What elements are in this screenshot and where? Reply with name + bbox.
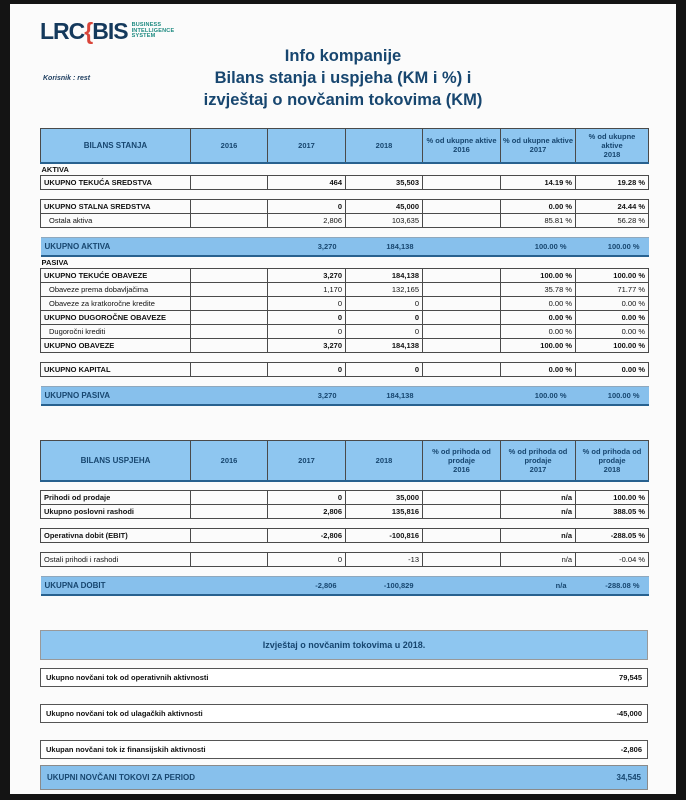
column-header-label: 2017 — [298, 455, 315, 465]
value-cell — [423, 238, 501, 256]
row-label: UKUPNA DOBIT — [41, 577, 191, 595]
value-cell: 464 — [268, 176, 346, 190]
value-cell — [191, 491, 268, 505]
row-label: Ostala aktiva — [41, 214, 191, 228]
value-cell: 0 — [268, 297, 346, 311]
spacer-cell — [41, 228, 649, 238]
value-cell: 35,503 — [346, 176, 423, 190]
column-header-cell — [346, 129, 423, 163]
row-label: Obaveze prema dobavljačima — [41, 283, 191, 297]
value-cell — [423, 176, 501, 190]
spacer-row — [41, 543, 649, 553]
value-cell: 0 — [268, 363, 346, 377]
row-label: Prihodi od prodaje — [41, 491, 191, 505]
page-title-line: Bilans stanja i uspjeha (KM i %) i — [214, 69, 472, 87]
value-cell — [423, 214, 501, 228]
section-label: AKTIVA — [41, 164, 69, 174]
value-cell: 85.81 % — [501, 214, 576, 228]
column-header-label: % od ukupne aktive — [502, 136, 574, 146]
table-row — [41, 200, 649, 214]
cash-flow-row — [40, 740, 648, 759]
row-label: Ostali prihodi i rashodi — [41, 553, 191, 567]
page-title — [10, 45, 676, 111]
value-cell — [423, 529, 501, 543]
cash-flow-row — [40, 704, 648, 723]
value-cell: -100,816 — [346, 529, 423, 543]
column-header-label: 2016 — [220, 455, 238, 465]
column-header-cell — [346, 441, 423, 481]
value-cell: 100.00 % — [576, 491, 649, 505]
column-header-label: % od prihoda od prodaje — [582, 446, 642, 465]
value-cell — [191, 200, 268, 214]
value-cell: 0 — [268, 553, 346, 567]
value-cell: 35.78 % — [501, 283, 576, 297]
row-label: UKUPNO KAPITAL — [41, 363, 191, 377]
value-cell — [191, 325, 268, 339]
value-cell: 45,000 — [346, 200, 423, 214]
column-header-label: 2017 — [298, 140, 315, 150]
value-cell: 2,806 — [268, 505, 346, 519]
value-cell: 0 — [346, 325, 423, 339]
value-cell — [191, 269, 268, 283]
value-cell: 100.00 % — [576, 387, 649, 405]
row-value: -45,000 — [616, 709, 642, 718]
cash-flow-section — [40, 630, 648, 790]
row-label: Dugoročni krediti — [41, 325, 191, 339]
column-header-cell — [268, 441, 346, 481]
row-label: Operativna dobit (EBIT) — [41, 529, 191, 543]
value-cell: n/a — [501, 553, 576, 567]
table-row — [41, 269, 649, 283]
row-label: Ukupno poslovni rashodi — [41, 505, 191, 519]
value-cell: 71.77 % — [576, 283, 649, 297]
table-header-row — [41, 441, 649, 481]
table-row — [41, 297, 649, 311]
table-row — [41, 325, 649, 339]
row-label: UKUPNO TEKUĆE OBAVEZE — [41, 269, 191, 283]
logo-tagline-line: INTELLIGENCE — [131, 27, 175, 34]
column-header-year: 2016 — [453, 145, 470, 155]
value-cell: 0 — [268, 200, 346, 214]
value-cell — [423, 505, 501, 519]
row-value: 34,545 — [616, 773, 641, 782]
logo-brace: { — [84, 18, 93, 44]
value-cell — [423, 269, 501, 283]
column-header-cell — [268, 129, 346, 163]
value-cell: 100.00 % — [501, 339, 576, 353]
column-header-label: 2018 — [375, 455, 393, 465]
section-row — [41, 163, 649, 176]
value-cell — [191, 339, 268, 353]
column-header-cell — [423, 441, 501, 481]
value-cell: 184,138 — [346, 238, 423, 256]
row-label: UKUPNO TEKUĆA SREDSTVA — [41, 176, 191, 190]
row-label: Ukupno novčani tok od ulagačkih aktivnosti — [46, 709, 203, 718]
value-cell: 388.05 % — [576, 505, 649, 519]
spacer-cell — [41, 519, 649, 529]
value-cell: -288.08 % — [576, 577, 649, 595]
row-label: UKUPNO OBAVEZE — [41, 339, 191, 353]
value-cell — [423, 363, 501, 377]
value-cell: 19.28 % — [576, 176, 649, 190]
lrc-bis-logo — [40, 20, 174, 42]
column-header-year: 2016 — [453, 464, 470, 474]
logo-tagline-line: SYSTEM — [131, 33, 156, 39]
spacer-row — [41, 519, 649, 529]
column-header-label: BILANS USPJEHA — [80, 455, 151, 465]
value-cell: 184,138 — [346, 339, 423, 353]
page-title-line: Info kompanije — [284, 47, 402, 65]
value-cell: n/a — [501, 491, 576, 505]
table-row — [41, 214, 649, 228]
column-header-cell — [191, 129, 268, 163]
table-row — [41, 553, 649, 567]
value-cell: 0 — [346, 297, 423, 311]
cash-flow-row — [40, 668, 648, 687]
value-cell — [423, 553, 501, 567]
value-cell: 0.00 % — [576, 325, 649, 339]
value-cell: 0 — [346, 363, 423, 377]
value-cell: 2,806 — [268, 214, 346, 228]
row-label: UKUPNO AKTIVA — [41, 238, 191, 256]
value-cell: 0 — [268, 311, 346, 325]
value-cell — [423, 325, 501, 339]
column-header-cell — [191, 441, 268, 481]
value-cell: 0.00 % — [501, 363, 576, 377]
spacer-cell — [41, 567, 649, 577]
value-cell — [191, 387, 268, 405]
value-cell: 100.00 % — [576, 238, 649, 256]
spacer-row — [41, 481, 649, 491]
total-row — [41, 387, 649, 405]
value-cell — [191, 553, 268, 567]
value-cell: 100.00 % — [501, 387, 576, 405]
column-header-label: % od ukupne aktive — [426, 136, 497, 146]
total-row — [41, 577, 649, 595]
value-cell: -2,806 — [268, 529, 346, 543]
table-row — [41, 283, 649, 297]
table-row — [41, 363, 649, 377]
value-cell — [423, 491, 501, 505]
value-cell: -13 — [346, 553, 423, 567]
logo-tagline — [132, 23, 175, 40]
income-statement-table — [40, 440, 649, 596]
table-title-cell — [41, 129, 191, 163]
value-cell — [191, 505, 268, 519]
table-title-cell — [41, 441, 191, 481]
spacer-row — [41, 567, 649, 577]
value-cell: -0.04 % — [576, 553, 649, 567]
value-cell — [423, 311, 501, 325]
value-cell: -2,806 — [268, 577, 346, 595]
row-value: -2,806 — [620, 745, 642, 754]
user-label: Korisnik : rest — [43, 75, 91, 82]
column-header-label: BILANS STANJA — [83, 140, 148, 150]
total-row — [41, 238, 649, 256]
value-cell — [191, 238, 268, 256]
table-row — [41, 176, 649, 190]
table-row — [41, 529, 649, 543]
value-cell — [191, 577, 268, 595]
logo-tagline-line: BUSINESS — [131, 22, 162, 28]
row-label: UKUPNO STALNA SREDSTVA — [41, 200, 191, 214]
column-header-cell — [501, 441, 576, 481]
column-header-year: 2018 — [603, 464, 621, 474]
spacer-row — [41, 228, 649, 238]
value-cell — [191, 283, 268, 297]
row-label: UKUPNI NOVČANI TOKOVI ZA PERIOD — [47, 773, 196, 782]
spacer-cell — [41, 377, 649, 387]
value-cell: 3,270 — [268, 269, 346, 283]
column-header-year: 2018 — [603, 149, 621, 159]
spacer-row — [41, 353, 649, 363]
row-label: Ukupan novčani tok iz finansijskih aktivnosti — [46, 745, 206, 754]
value-cell: 0.00 % — [576, 297, 649, 311]
report-page — [10, 4, 676, 794]
spacer-row — [41, 190, 649, 200]
page-title-line: izvještaj o novčanim tokovima (KM) — [203, 91, 483, 109]
cash-flow-banner: Izvještaj o novčanim tokovima u 2018. — [40, 630, 648, 660]
balance-sheet-table — [40, 128, 649, 406]
value-cell — [191, 311, 268, 325]
row-label: Obaveze za kratkoročne kredite — [41, 297, 191, 311]
column-header-year: 2017 — [529, 464, 547, 474]
spacer-cell — [41, 543, 649, 553]
value-cell — [423, 577, 501, 595]
column-header-label: % od prihoda od prodaje — [508, 446, 568, 465]
value-cell — [191, 176, 268, 190]
value-cell — [423, 339, 501, 353]
value-cell: n/a — [501, 505, 576, 519]
column-header-cell — [423, 129, 501, 163]
value-cell: 0.00 % — [576, 311, 649, 325]
spacer-row — [41, 377, 649, 387]
column-header-year: 2017 — [529, 145, 547, 155]
row-label: UKUPNO PASIVA — [41, 387, 191, 405]
value-cell: 56.28 % — [576, 214, 649, 228]
value-cell: 100.00 % — [501, 238, 576, 256]
column-header-cell — [501, 129, 576, 163]
row-label: UKUPNO DUGOROČNE OBAVEZE — [41, 311, 191, 325]
value-cell: 3,270 — [268, 238, 346, 256]
row-value: 79,545 — [619, 673, 642, 682]
value-cell — [191, 363, 268, 377]
section-row — [41, 256, 649, 269]
value-cell: 0.00 % — [501, 200, 576, 214]
value-cell: 0 — [346, 311, 423, 325]
value-cell: 100.00 % — [576, 269, 649, 283]
column-header-label: % od ukupne aktive — [588, 131, 636, 150]
value-cell: 0.00 % — [501, 325, 576, 339]
value-cell: 100.00 % — [576, 339, 649, 353]
column-header-cell — [576, 441, 649, 481]
value-cell: 103,635 — [346, 214, 423, 228]
value-cell — [191, 297, 268, 311]
value-cell — [191, 214, 268, 228]
value-cell — [423, 387, 501, 405]
spacer-cell — [41, 353, 649, 363]
value-cell — [423, 297, 501, 311]
value-cell: 184,138 — [346, 269, 423, 283]
value-cell: 3,270 — [268, 339, 346, 353]
column-header-label: % od prihoda od prodaje — [432, 446, 491, 465]
value-cell: -100,829 — [346, 577, 423, 595]
value-cell: 0 — [268, 325, 346, 339]
value-cell: 24.44 % — [576, 200, 649, 214]
logo-text: LRC{BIS — [40, 18, 128, 44]
table-row — [41, 505, 649, 519]
table-row — [41, 311, 649, 325]
value-cell: 0.00 % — [576, 363, 649, 377]
row-label: Ukupno novčani tok od operativnih aktivnosti — [46, 673, 209, 682]
value-cell: n/a — [501, 529, 576, 543]
value-cell: 1,170 — [268, 283, 346, 297]
value-cell — [191, 529, 268, 543]
column-header-label: 2018 — [375, 140, 393, 150]
table-row — [41, 339, 649, 353]
section-label: PASIVA — [41, 257, 69, 267]
spacer-cell — [41, 190, 649, 200]
value-cell: 0.00 % — [501, 311, 576, 325]
value-cell: 100.00 % — [501, 269, 576, 283]
value-cell: 3,270 — [268, 387, 346, 405]
value-cell: 184,138 — [346, 387, 423, 405]
value-cell: -288.05 % — [576, 529, 649, 543]
value-cell: 35,000 — [346, 491, 423, 505]
table-row — [41, 491, 649, 505]
value-cell: 132,165 — [346, 283, 423, 297]
value-cell: 0.00 % — [501, 297, 576, 311]
cash-flow-total-row — [40, 765, 648, 790]
value-cell: 135,816 — [346, 505, 423, 519]
value-cell — [423, 283, 501, 297]
value-cell: n/a — [501, 577, 576, 595]
column-header-label: 2016 — [220, 140, 238, 150]
value-cell — [423, 200, 501, 214]
value-cell: 14.19 % — [501, 176, 576, 190]
value-cell: 0 — [268, 491, 346, 505]
table-header-row — [41, 129, 649, 163]
spacer-cell — [41, 481, 649, 491]
column-header-cell — [576, 129, 649, 163]
